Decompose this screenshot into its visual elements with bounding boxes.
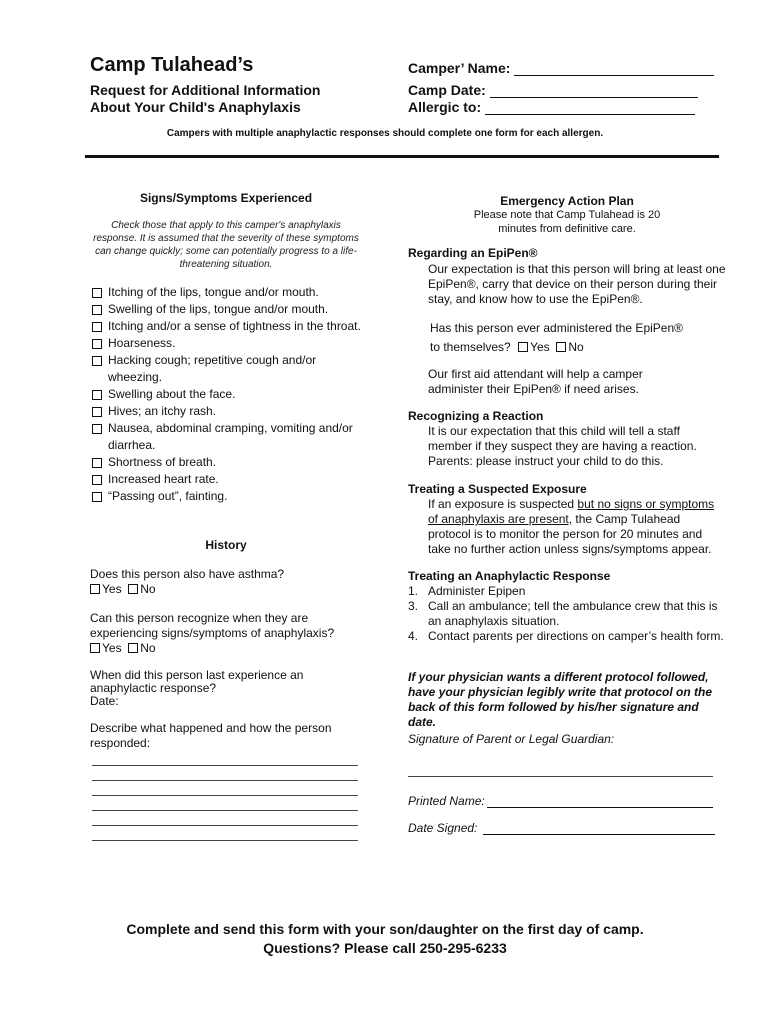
administered-question	[408, 319, 726, 357]
asthma-yes-checkbox[interactable]	[90, 584, 100, 594]
symptom-label: “Passing out”, fainting.	[108, 489, 228, 503]
last-response-question	[90, 669, 320, 708]
response-step: 4. Contact parents per directions on camper’s health form.	[408, 629, 724, 643]
symptom-item	[90, 403, 362, 420]
symptom-checkbox[interactable]	[92, 407, 102, 417]
symptom-checkbox[interactable]	[92, 475, 102, 485]
answer-line[interactable]	[92, 811, 358, 826]
date-signed-input[interactable]	[483, 820, 715, 835]
printed-name-field	[408, 793, 713, 808]
epipen-heading: Regarding an EpiPen®	[408, 246, 538, 260]
camp-date-field	[408, 82, 698, 98]
symptom-label: Itching and/or a sense of tightness in the throat.	[108, 319, 361, 333]
answer-line[interactable]	[92, 826, 358, 841]
recognize-question	[90, 611, 350, 656]
symptom-item	[90, 335, 362, 352]
suspected-heading: Treating a Suspected Exposure	[408, 482, 587, 496]
form-title: Camp Tulahead’s	[90, 54, 254, 76]
signs-heading: Signs/Symptoms Experienced	[139, 191, 313, 205]
symptom-label: Hacking cough; repetitive cough and/or wheezing.	[108, 353, 317, 384]
suspected-text-post: the Camp Tulahead protocol is to monitor the person for 20 minutes and take no further action unless signs/symptoms appear.	[428, 512, 712, 556]
asthma-no-label: No	[140, 582, 156, 596]
suspected-text	[408, 497, 726, 557]
suspected-text-pre: If an exposure is suspected	[428, 497, 578, 511]
symptom-label: Hoarseness.	[108, 336, 176, 350]
header-divider	[85, 155, 719, 158]
recognize-no-checkbox[interactable]	[128, 643, 138, 653]
symptom-item	[90, 420, 362, 454]
printed-name-input[interactable]	[487, 793, 713, 808]
response-steps	[408, 584, 726, 644]
administered-yes-label: Yes	[530, 340, 550, 354]
symptom-checkbox[interactable]	[92, 322, 102, 332]
response-heading: Treating an Anaphylactic Response	[408, 569, 611, 583]
recognizing-text: It is our expectation that this child will tell a staff member if they suspect they are having a reaction. Parents: please instruct your child to do this.	[428, 424, 697, 468]
symptom-label: Nausea, abdominal cramping, vomiting and/or diarrhea.	[108, 421, 353, 452]
symptom-item	[90, 301, 362, 318]
camp-date-input[interactable]	[490, 83, 698, 98]
printed-name-label: Printed Name:	[408, 794, 485, 808]
last-response-question-text: When did this person last experience an anaphylactic response?	[90, 668, 304, 695]
symptom-item	[90, 471, 362, 488]
camper-name-field	[408, 60, 714, 76]
response-step: 3. Call an ambulance; tell the ambulance crew that this is an anaphylaxis situation.	[408, 599, 718, 628]
plan-subnote: Please note that Camp Tulahead is 20 minutes from definitive care.	[473, 209, 661, 235]
date-signed-label: Date Signed:	[408, 821, 478, 835]
administered-question-line2: to themselves?	[430, 340, 511, 354]
symptom-checkbox[interactable]	[92, 288, 102, 298]
symptom-checkbox[interactable]	[92, 390, 102, 400]
symptom-checklist	[90, 284, 362, 505]
symptom-item	[90, 488, 362, 505]
last-response-date-label: Date:	[90, 694, 119, 708]
administered-no-checkbox[interactable]	[556, 342, 566, 352]
recognize-question-text: Can this person recognize when they are experiencing signs/symptoms of anaphylaxis?	[90, 611, 335, 640]
signature-label: Signature of Parent or Legal Guardian:	[408, 732, 615, 746]
form-subtitle-line2: About Your Child's Anaphylaxis	[90, 99, 301, 115]
administered-question-line1: Has this person ever administered the EpiPen®	[430, 321, 683, 335]
recognize-yes-label: Yes	[102, 641, 122, 655]
administered-no-label: No	[568, 340, 584, 354]
footer-contact: Questions? Please call 250-295-6233	[263, 940, 507, 956]
symptom-label: Swelling of the lips, tongue and/or mouth.	[108, 302, 329, 316]
describe-answer-lines[interactable]	[92, 751, 358, 841]
answer-line[interactable]	[92, 751, 358, 766]
symptom-label: Itching of the lips, tongue and/or mouth.	[108, 285, 319, 299]
recognizing-heading: Recognizing a Reaction	[408, 409, 544, 423]
history-heading: History	[205, 538, 247, 552]
symptom-item	[90, 352, 362, 386]
recognize-no-label: No	[140, 641, 156, 655]
symptom-checkbox[interactable]	[92, 458, 102, 468]
symptom-item	[90, 284, 362, 301]
epipen-text: Our expectation is that this person will bring at least one EpiPen®, carry that device on their person during their stay, and know how to use the EpiPen®.	[428, 262, 726, 306]
asthma-question-text: Does this person also have asthma?	[90, 567, 285, 581]
asthma-yes-label: Yes	[102, 582, 122, 596]
camper-name-input[interactable]	[514, 61, 714, 76]
symptom-checkbox[interactable]	[92, 424, 102, 434]
describe-question: Describe what happened and how the person responded:	[90, 721, 332, 750]
recognize-yes-checkbox[interactable]	[90, 643, 100, 653]
allergic-to-label: Allergic to:	[408, 99, 482, 115]
symptom-checkbox[interactable]	[92, 339, 102, 349]
symptom-item	[90, 386, 362, 403]
symptom-label: Increased heart rate.	[108, 472, 219, 486]
camper-name-label: Camper’ Name:	[408, 60, 511, 76]
response-step: 1. Administer Epipen	[408, 584, 526, 598]
symptom-checkbox[interactable]	[92, 356, 102, 366]
asthma-question	[90, 567, 362, 597]
allergic-to-input[interactable]	[485, 100, 695, 115]
physician-note: If your physician wants a different protocol followed, have your physician legibly write that protocol on the back of this form followed by his/her signature and date.	[408, 670, 713, 729]
answer-line[interactable]	[92, 781, 358, 796]
plan-heading: Emergency Action Plan	[500, 194, 634, 208]
symptom-label: Hives; an itchy rash.	[108, 404, 217, 418]
administered-yes-checkbox[interactable]	[518, 342, 528, 352]
symptom-item	[90, 454, 362, 471]
signature-line[interactable]	[408, 762, 713, 777]
attendant-text: Our first aid attendant will help a camper administer their EpiPen® if need arises.	[428, 367, 643, 396]
answer-line[interactable]	[92, 796, 358, 811]
symptom-item	[90, 318, 362, 335]
allergic-to-field	[408, 99, 695, 115]
answer-line[interactable]	[92, 766, 358, 781]
asthma-no-checkbox[interactable]	[128, 584, 138, 594]
signs-instructions: Check those that apply to this camper's anaphylaxis response. It is assumed that the severity of these symptoms can change quickly; some can potentially progress to a life-threatening situation.	[93, 220, 359, 270]
symptom-label: Swelling about the face.	[108, 387, 236, 401]
suspected-text-underlined: but no signs or symptoms of anaphylaxis are present,	[428, 497, 715, 526]
symptom-checkbox[interactable]	[92, 305, 102, 315]
footer-instruction: Complete and send this form with your son/daughter on the first day of camp.	[126, 921, 644, 937]
date-signed-field	[408, 820, 715, 835]
camp-date-label: Camp Date:	[408, 82, 486, 98]
multiple-allergen-note: Campers with multiple anaphylactic responses should complete one form for each allergen.	[166, 128, 604, 139]
symptom-checkbox[interactable]	[92, 492, 102, 502]
symptom-label: Shortness of breath.	[108, 455, 217, 469]
form-subtitle-line1: Request for Additional Information	[90, 82, 321, 98]
